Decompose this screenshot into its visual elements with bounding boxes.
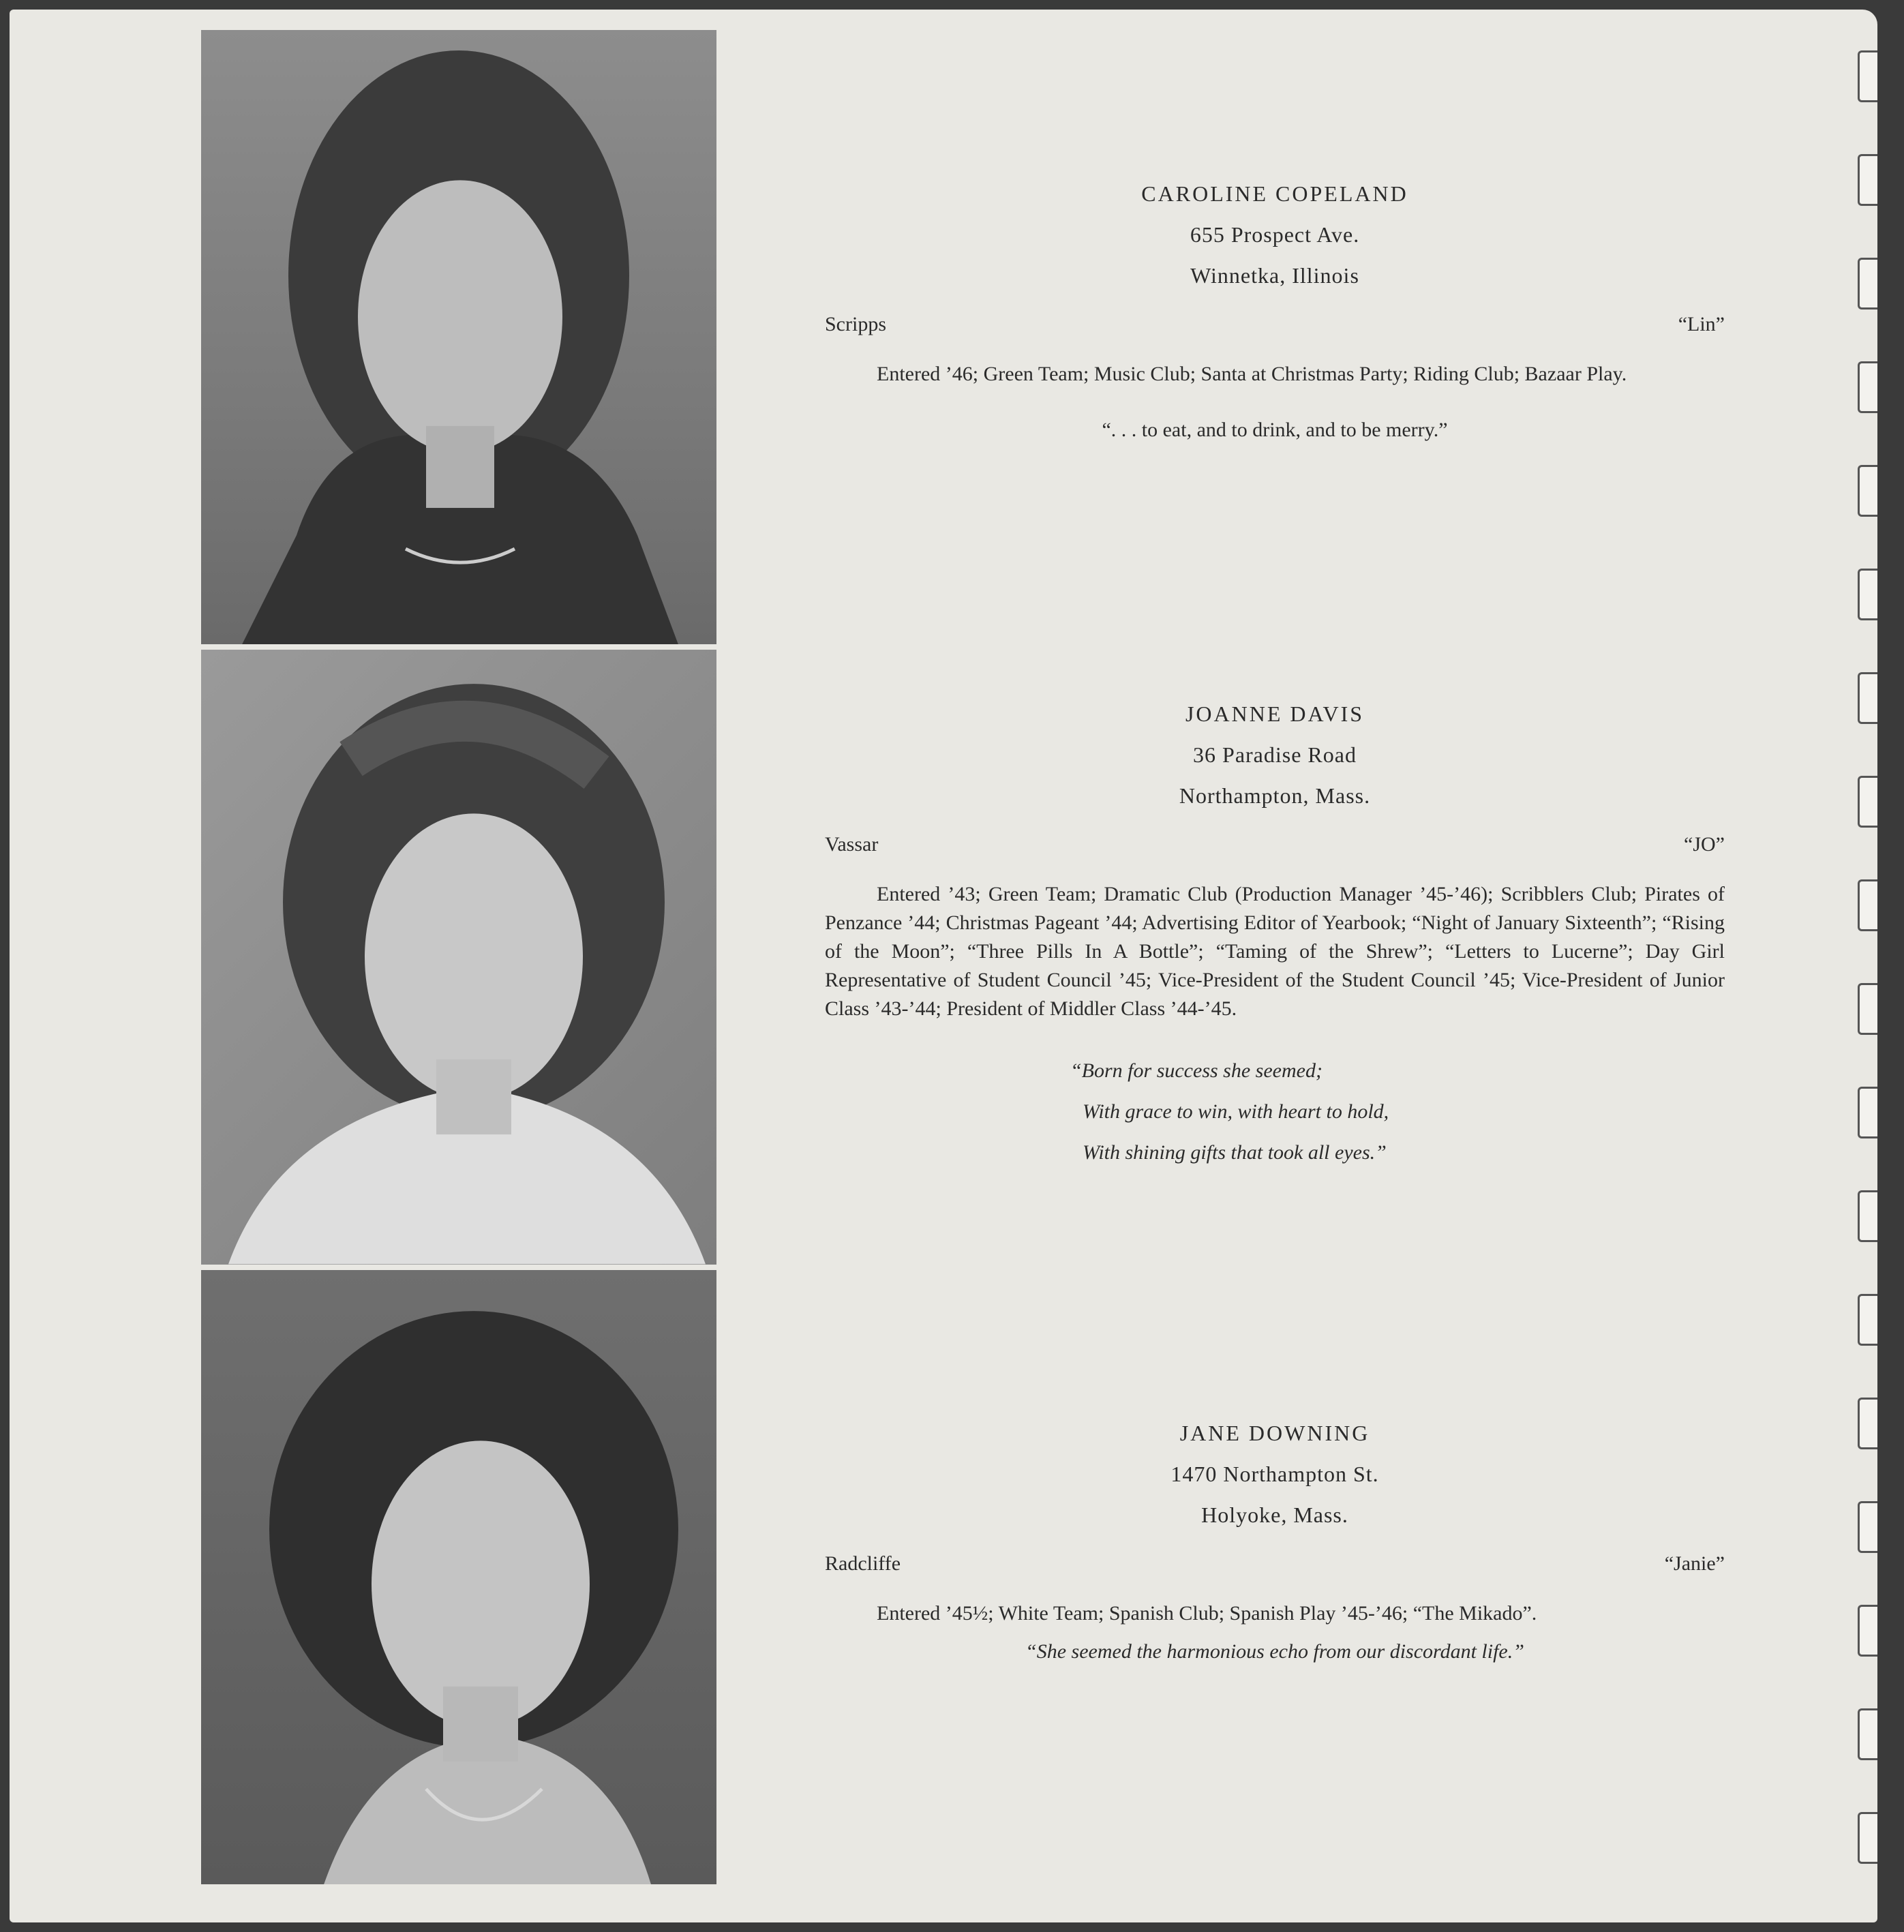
binding-ring [1858, 983, 1877, 1035]
binding-ring [1858, 1294, 1877, 1346]
quote: “She seemed the harmonious echo from our discordant life.” [1025, 1640, 1524, 1663]
student-entry [825, 693, 1725, 1173]
activities: Entered ’43; Green Team; Dramatic Club (Production Manager ’45-’46); Scribblers Club; Pirates of Penzance ’44; Christmas Pageant ’44; Advertising Editor of Yearbook; “Night of January Sixteenth”; “Rising of the Moon”; “Three Pills In A Bottle”; “Taming of the Shrew”; “Letters to Lucerne”; Day Girl Representative of Student Council ’45; Vice-President of the Student Council ’45; Vice-President of Junior Class ’43-’44; President of Middler Class ’44-’45. [825, 883, 1725, 1020]
portrait-photo [201, 30, 716, 644]
college-nickname-row [825, 311, 1725, 338]
street-address: 655 Prospect Ave. [1190, 222, 1360, 247]
binding-ring [1858, 1812, 1877, 1864]
binding-ring [1858, 1708, 1877, 1760]
college: Vassar [825, 833, 879, 856]
binding-ring [1858, 258, 1877, 310]
portrait-strip [201, 30, 716, 1884]
student-name: JOANNE DAVIS [1185, 701, 1365, 726]
nickname: “Lin” [1678, 313, 1725, 335]
poem-line: With shining gifts that took all eyes.” [1083, 1141, 1387, 1164]
student-name: JANE DOWNING [1179, 1421, 1370, 1445]
yearbook-page [10, 10, 1877, 1922]
poem-line: With grace to win, with heart to hold, [1083, 1100, 1389, 1123]
street-address: 36 Paradise Road [1193, 742, 1357, 767]
portrait-photo [201, 650, 716, 1264]
spiral-binding [1850, 50, 1877, 1891]
city-state: Winnetka, Illinois [1190, 263, 1359, 288]
binding-ring [1858, 1501, 1877, 1553]
activities: Entered ’45½; White Team; Spanish Club; Spanish Play ’45-’46; “The Mikado”. [877, 1602, 1537, 1625]
city-state: Holyoke, Mass. [1201, 1503, 1348, 1527]
binding-ring [1858, 50, 1877, 102]
portrait-photo [201, 1270, 716, 1884]
nickname: “JO” [1684, 833, 1725, 856]
binding-ring [1858, 1190, 1877, 1242]
binding-ring [1858, 1605, 1877, 1657]
student-name: CAROLINE COPELAND [1141, 181, 1408, 206]
poem-line: “Born for success she seemed; [1070, 1059, 1323, 1082]
binding-ring [1858, 672, 1877, 724]
binding-ring [1858, 154, 1877, 206]
binding-ring [1858, 361, 1877, 413]
city-state: Northampton, Mass. [1179, 783, 1371, 808]
quote: “. . . to eat, and to drink, and to be merry.” [1102, 419, 1448, 441]
street-address: 1470 Northampton St. [1170, 1462, 1379, 1486]
college-nickname-row [825, 1550, 1725, 1578]
binding-ring [1858, 879, 1877, 931]
binding-ring [1858, 569, 1877, 620]
college: Scripps [825, 313, 886, 335]
college: Radcliffe [825, 1552, 901, 1575]
binding-ring [1858, 776, 1877, 828]
student-entry [825, 173, 1725, 444]
binding-ring [1858, 1087, 1877, 1138]
binding-ring [1858, 465, 1877, 517]
binding-ring [1858, 1398, 1877, 1449]
college-nickname-row [825, 831, 1725, 858]
nickname: “Janie” [1664, 1552, 1725, 1575]
student-entry [825, 1413, 1725, 1666]
poem-quote [825, 1051, 1725, 1173]
activities: Entered ’46; Green Team; Music Club; Santa at Christmas Party; Riding Club; Bazaar Play. [877, 363, 1627, 385]
